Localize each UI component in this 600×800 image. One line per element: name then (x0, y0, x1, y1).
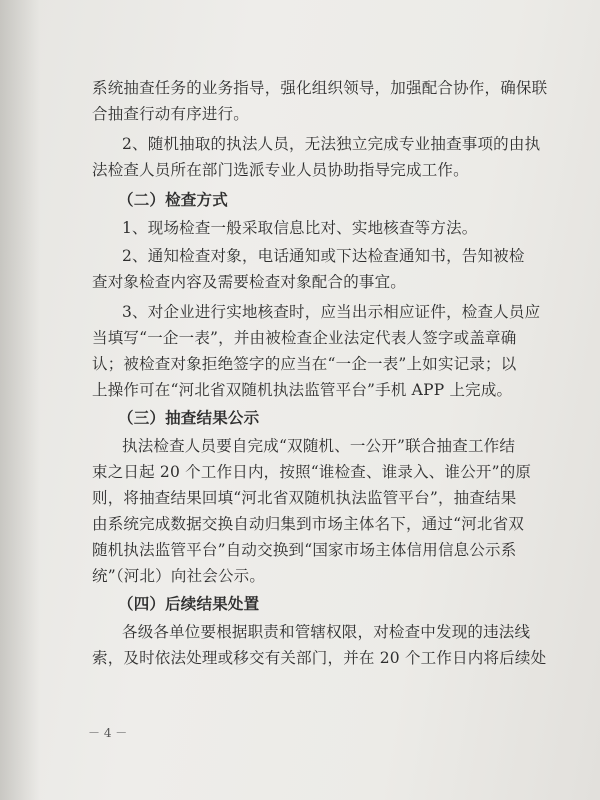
body-line: 系统抽查任务的业务指导，强化组织领导，加强配合协作，确保联 (92, 79, 548, 97)
body-line: 随机执法监管平台”自动交换到“国家市场主体信用信息公示系 (92, 541, 517, 559)
body-line: 2、随机抽取的执法人员，无法独立完成专业抽查事项的由执 (122, 135, 541, 153)
section-heading: （二）检查方式 (118, 191, 228, 209)
body-line: 3、对企业进行实地核查时，应当出示相应证件，检查人员应 (122, 303, 541, 321)
body-line: 束之日起 20 个工作日内，按照“谁检查、谁录入、谁公开”的原 (92, 463, 532, 481)
body-line: 则，将抽查结果回填“河北省双随机执法监管平台”，抽查结果 (92, 489, 517, 507)
section-heading: （四）后续结果处置 (118, 595, 260, 613)
body-line: 法检查人员所在部门选派专业人员协助指导完成工作。 (92, 161, 469, 179)
body-line: 当填写“一企一表”，并由被检查企业法定代表人签字或盖章确 (92, 329, 517, 347)
body-line: 上操作可在“河北省双随机执法监管平台”手机 APP 上完成。 (92, 381, 513, 399)
body-line: 各级各单位要根据职责和管辖权限，对检查中发现的违法线 (122, 623, 531, 641)
section-heading: （三）抽查结果公示 (118, 409, 260, 427)
body-line: 合抽查行动有序进行。 (92, 105, 250, 123)
body-line: 由系统完成数据交换自动归集到市场主体名下，通过“河北省双 (92, 515, 525, 533)
body-line: 查对象检查内容及需要检查对象配合的事宜。 (92, 273, 407, 291)
body-line: 统”（河北）向社会公示。 (92, 567, 266, 585)
body-line: 2、通知检查对象，电话通知或下达检查通知书，告知被检 (122, 247, 525, 265)
body-line: 索，及时依法处理或移交有关部门，并在 20 个工作日内将后续处 (92, 649, 547, 667)
page-number: － 4 － (88, 726, 128, 740)
page-edge-shadow (0, 0, 40, 800)
body-line: 认；被检查对象拒绝签字的应当在“一企一表”上如实记录；以 (92, 355, 517, 373)
body-line: 执法检查人员要自完成“双随机、一公开”联合抽查工作结 (122, 437, 516, 455)
body-line: 1、现场检查一般采取信息比对、实地核查等方法。 (122, 219, 478, 237)
